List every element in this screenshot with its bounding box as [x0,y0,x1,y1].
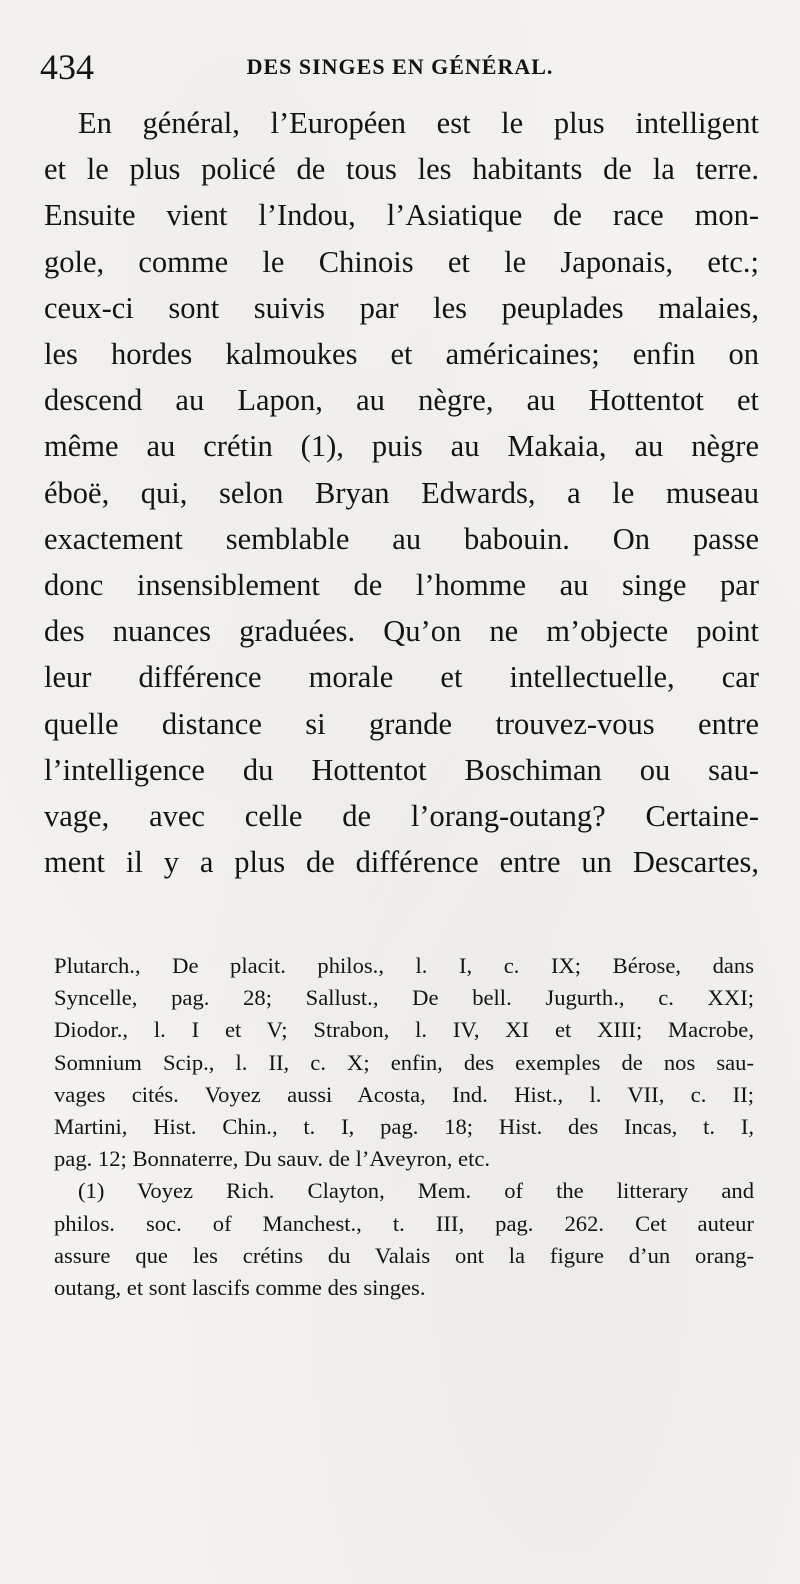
body-line: ceux-ci sont suivis par les peuplades malaies, [44,290,759,325]
footnote-line: Martini, Hist. Chin., t. I, pag. 18; Hist. des Incas, t. I, [54,1114,754,1140]
footnote-line: Plutarch., De placit. philos., l. I, c. IX; Bérose, dans [54,953,754,978]
footnote-line: outang, et sont lascifs comme des singes. [54,1275,426,1301]
footnote-line: Somnium Scip., l. II, c. X; enfin, des exemples de nos sau- [54,1049,754,1075]
body-line: même au crétin (1), puis au Makaia, au nègre [44,429,759,464]
body-line: ment il y a plus de différence entre un Descartes, [44,845,759,880]
body-text [44,100,759,885]
footnote-line: vages cités. Voyez aussi Acosta, Ind. Hist., l. VII, c. II; [54,1081,754,1107]
footnote-line: Diodor., l. I et V; Strabon, l. IV, XI et XIII; Macrobe, [54,1017,754,1043]
body-line: exactement semblable au babouin. On passe [44,521,759,556]
footnote-line: assure que les crétins du Valais ont la figure d’un orang- [54,1242,754,1268]
body-line: des nuances graduées. Qu’on ne m’objecte point [44,614,759,649]
footnote-line: pag. 12; Bonnaterre, Du sauv. de l’Aveyron, etc. [54,1146,491,1172]
body-line: quelle distance si grande trouvez-vous entre [44,706,759,741]
page-number: 434 [40,47,94,87]
body-line: l’intelligence du Hottentot Boschiman ou sau- [44,752,759,787]
body-line: Ensuite vient l’Indou, l’Asiatique de race mon- [44,198,759,233]
body-line: leur différence morale et intellectuelle, car [44,660,759,695]
body-line: descend au Lapon, au nègre, au Hottentot et [44,383,759,418]
page-header [40,42,760,92]
running-head: DES SINGES EN GÉNÉRAL. [246,54,554,79]
body-line: gole, comme le Chinois et le Japonais, etc.; [44,244,759,279]
body-line: et le plus policé de tous les habitants de la terre. [44,152,759,187]
footnotes [54,950,754,1304]
body-line: donc insensiblement de l’homme au singe par [44,568,759,603]
footnote-line: (1) Voyez Rich. Clayton, Mem. of the litterary and [78,1178,754,1204]
footnote-line: Syncelle, pag. 28; Sallust., De bell. Jugurth., c. XXI; [54,985,754,1011]
body-line: En général, l’Européen est le plus intelligent [78,106,759,140]
body-line: vage, avec celle de l’orang-outang? Certaine- [44,799,759,834]
body-line: éboë, qui, selon Bryan Edwards, a le museau [44,475,759,510]
footnote-line: philos. soc. of Manchest., t. III, pag. 262. Cet auteur [54,1210,754,1236]
body-line: les hordes kalmoukes et américaines; enfin on [44,337,759,372]
